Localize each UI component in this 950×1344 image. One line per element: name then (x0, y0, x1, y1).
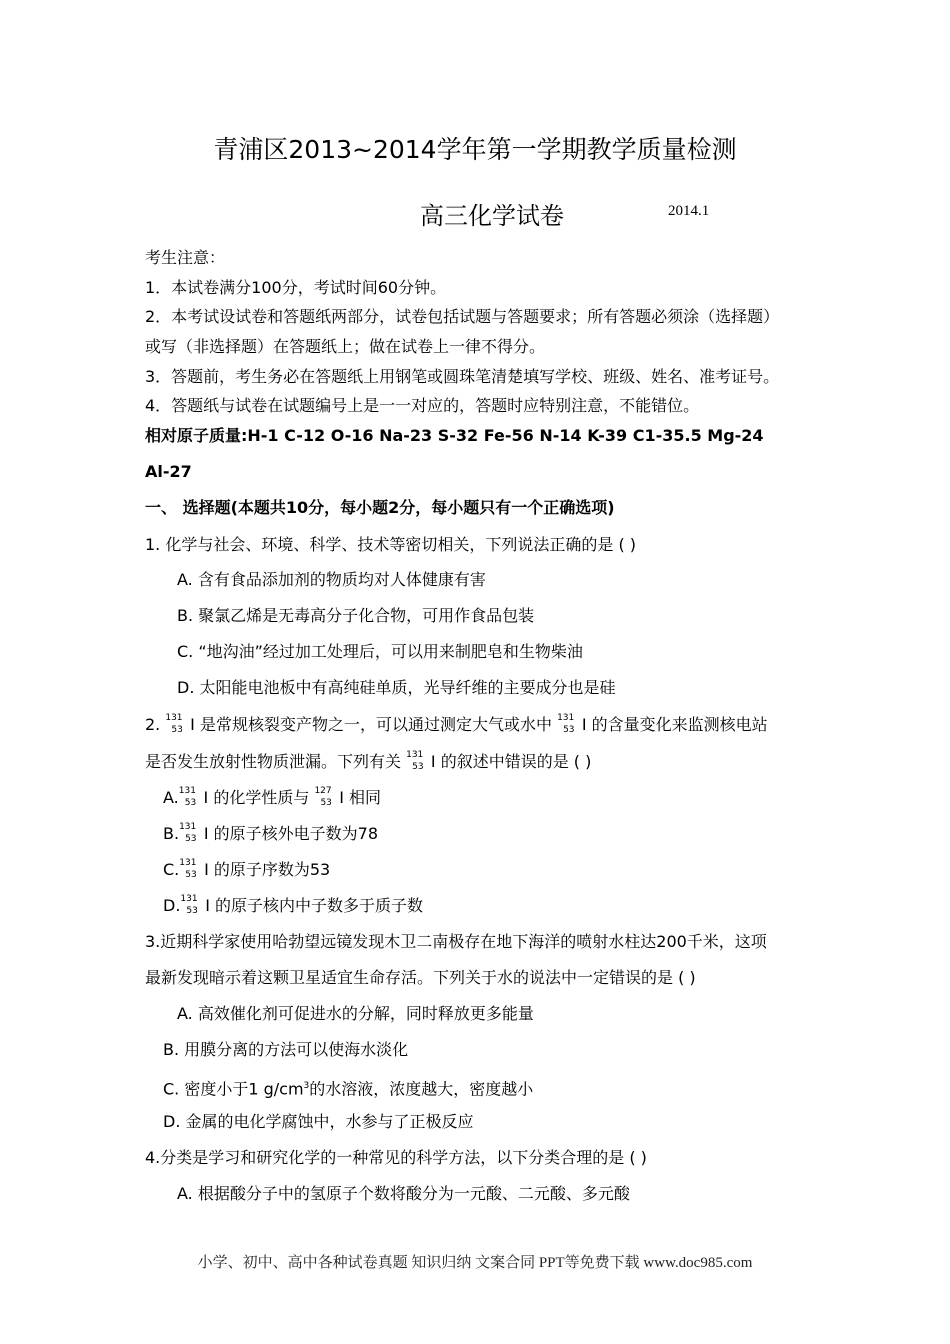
mass-number: 131 (179, 858, 197, 868)
text-line (145, 498, 615, 518)
document-title: 青浦区2013~2014学年第一学期教学质量检测 (213, 135, 737, 164)
isotope-notation (314, 786, 339, 808)
text-line (145, 337, 545, 357)
text-line (145, 1148, 647, 1168)
text-segment: C. “地沟油”经过加工处理后，可以用来制肥皂和生物柴油 (177, 642, 583, 661)
text-segment: 是否发生放射性物质泄漏。下列有关 (145, 752, 407, 771)
text-line (145, 367, 779, 387)
text-line (145, 307, 779, 327)
text-segment: B. 用膜分离的方法可以使海水淡化 (163, 1040, 409, 1059)
text-line (163, 787, 381, 808)
text-segment: I 的含量变化来监测核电站 (581, 715, 768, 734)
text-segment: 最新发现暗示着这颗卫星适宜生命存活。下列关于水的说法中一定错误的是 ( ) (145, 968, 696, 987)
text-segment: I 的化学性质与 (203, 788, 315, 807)
isotope-notation (179, 858, 204, 880)
isotope-notation (406, 750, 431, 772)
text-line (145, 462, 192, 482)
text-line (163, 1076, 533, 1099)
text-segment: A. 高效催化剂可促进水的分解，同时释放更多能量 (177, 1004, 534, 1023)
text-segment: D. 太阳能电池板中有高纯硅单质，光导纤维的主要成分也是硅 (177, 678, 616, 697)
text-segment: 3.近期科学家使用哈勃望远镜发现木卫二南极存在地下海洋的喷射水柱达200千米，这项 (145, 932, 767, 951)
text-segment: D. (163, 896, 181, 915)
mass-number: 131 (557, 713, 575, 723)
text-segment: 4．答题纸与试卷在试题编号上是一一对应的，答题时应特别注意，不能错位。 (145, 396, 700, 415)
document-subtitle: 高三化学试卷 (420, 202, 564, 230)
text-line (145, 278, 446, 298)
text-segment: I 相同 (339, 788, 382, 807)
text-segment: 1．本试卷满分100分，考试时间60分钟。 (145, 278, 447, 297)
text-line (163, 895, 423, 916)
text-segment: I 的原子核内中子数多于质子数 (205, 896, 424, 915)
text-line (145, 714, 768, 735)
text-segment: I 的叙述中错误的是 ( ) (430, 752, 592, 771)
text-line (145, 248, 225, 268)
text-line (177, 678, 616, 698)
text-segment: 一、 选择题(本题共10分，每小题2分，每小题只有一个正确选项) (145, 498, 615, 517)
isotope-notation (179, 822, 204, 844)
text-line (163, 1112, 474, 1132)
isotope-notation (557, 713, 582, 735)
mass-number: 131 (406, 750, 424, 760)
atomic-number: 53 (185, 870, 197, 880)
text-line (177, 642, 583, 662)
text-segment: 考生注意： (145, 248, 226, 267)
text-segment: A. 根据酸分子中的氢原子个数将酸分为一元酸、二元酸、多元酸 (177, 1184, 630, 1203)
mass-number: 131 (179, 822, 197, 832)
text-segment: A. 含有食品添加剂的物质均对人体健康有害 (177, 570, 486, 589)
text-line (177, 1184, 630, 1204)
footer-watermark[interactable]: 小学、初中、高中各种试卷真题 知识归纳 文案合同 PPT等免费下载 www.doc985.com (197, 1255, 753, 1271)
text-segment: I 的原子序数为53 (204, 860, 331, 879)
atomic-number: 53 (185, 834, 197, 844)
text-segment: B. 聚氯乙烯是无毒高分子化合物，可用作食品包装 (177, 606, 535, 625)
mass-number: 127 (314, 786, 332, 796)
text-segment: 3．答题前，考生务必在答题纸上用钢笔或圆珠笔清楚填写学校、班级、姓名、准考证号。 (145, 367, 780, 386)
text-line (145, 751, 591, 772)
text-segment: C. (163, 860, 180, 879)
text-segment: C. 密度小于1 g/cm (163, 1079, 304, 1099)
text-line (145, 535, 636, 555)
text-line (163, 859, 330, 880)
atomic-number: 53 (186, 906, 198, 916)
atomic-number: 53 (412, 762, 424, 772)
text-line (145, 968, 696, 988)
document-date: 2014.1 (668, 203, 710, 219)
text-segment: 或写（非选择题）在答题纸上；做在试卷上一律不得分。 (145, 337, 546, 356)
text-line (177, 1004, 534, 1024)
text-segment: 相对原子质量:H-1 C-12 O-16 Na-23 S-32 Fe-56 N-14 K-39 C1-35.5 Mg-24 (145, 426, 764, 445)
text-segment: 2．本考试设试卷和答题纸两部分，试卷包括试题与答题要求；所有答题必须涂（选择题） (145, 307, 780, 326)
text-segment: 2. (145, 715, 166, 734)
text-segment: 1. 化学与社会、环境、科学、技术等密切相关，下列说法正确的是 ( ) (145, 535, 637, 554)
text-segment: Al-27 (145, 462, 192, 481)
text-segment: I 的原子核外电子数为78 (203, 824, 379, 843)
atomic-number: 53 (320, 798, 332, 808)
text-line (163, 823, 378, 844)
text-segment: A. (163, 788, 179, 807)
text-segment: I 是常规核裂变产物之一，可以通过测定大气或水中 (190, 715, 558, 734)
superscript: 3 (303, 1081, 310, 1091)
atomic-number: 53 (171, 725, 183, 735)
text-segment: 4.分类是学习和研究化学的一种常见的科学方法，以下分类合理的是 ( ) (145, 1148, 647, 1167)
text-line (177, 570, 486, 590)
text-segment: B. (163, 824, 180, 843)
text-line (177, 606, 534, 626)
isotope-notation (180, 894, 205, 916)
isotope-notation (165, 713, 190, 735)
atomic-number: 53 (184, 798, 197, 808)
text-segment: D. 金属的电化学腐蚀中，水参与了正极反应 (163, 1112, 474, 1131)
text-line (163, 1040, 408, 1060)
text-line (145, 396, 699, 416)
atomic-number: 53 (563, 725, 575, 735)
text-line (145, 426, 764, 446)
mass-number: 131 (165, 713, 183, 723)
mass-number: 131 (180, 894, 198, 904)
isotope-notation (178, 786, 204, 808)
text-segment: 的水溶液，浓度越大，密度越小 (309, 1079, 534, 1099)
text-line (145, 932, 767, 952)
mass-number: 131 (178, 786, 196, 796)
